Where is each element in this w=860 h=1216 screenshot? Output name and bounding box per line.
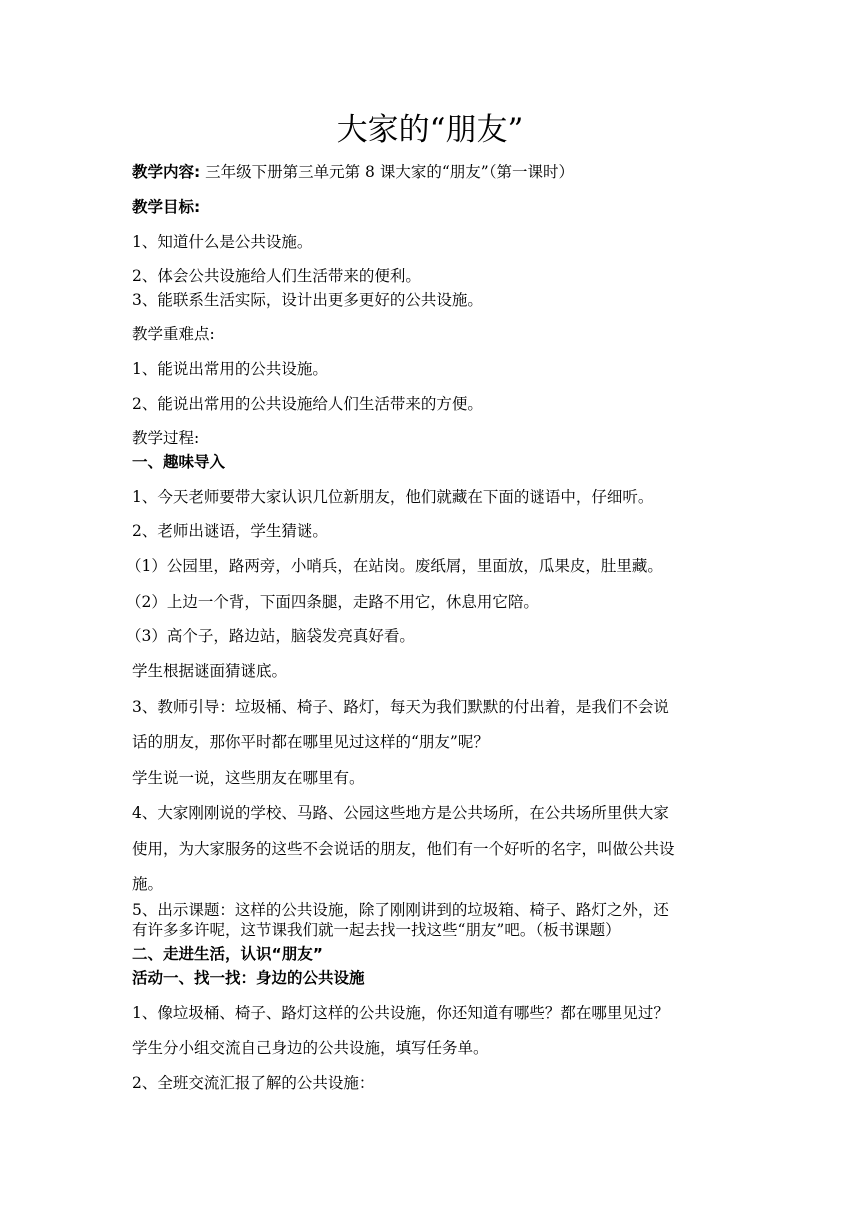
paragraph-line: 学生分小组交流自己身边的公共设施，填写任务单。 [132,1039,489,1057]
goals-label: 教学目标: [132,198,201,216]
paragraph-line: 学生说一说，这些朋友在哪里有。 [132,769,365,787]
riddle-line: （3）高个子，路边站，脑袋发亮真好看。 [126,627,415,645]
content-text: 三年级下册第三单元第 8 课大家的“朋友”（第一课时） [200,163,574,181]
process-label: 教学过程: [132,429,200,447]
content-label: 教学内容: [132,163,201,181]
paragraph-line: 5、出示课题：这样的公共设施，除了刚刚讲到的垃圾箱、椅子、路灯之外，还 [132,901,669,919]
activity-heading: 活动一、找一找：身边的公共设施 [132,969,365,987]
key-points-label: 教学重难点: [132,325,215,343]
goal-item: 3、能联系生活实际，设计出更多更好的公共设施。 [132,291,483,309]
key-point-item: 2、能说出常用的公共设施给人们生活带来的方便。 [132,395,483,413]
paragraph-line: 4、大家刚刚说的学校、马路、公园这些地方是公共场所，在公共场所里供大家 [132,804,669,822]
riddle-line: （2）上边一个背，下面四条腿，走路不用它，休息用它陪。 [126,593,539,611]
riddle-line: （1）公园里，路两旁，小哨兵，在站岗。废纸屑，里面放，瓜果皮，肚里藏。 [126,557,663,575]
paragraph-line: 2、全班交流汇报了解的公共设施： [132,1074,375,1092]
paragraph-line: 1、今天老师要带大家认识几位新朋友，他们就藏在下面的谜语中，仔细听。 [132,488,654,506]
paragraph-line: 使用，为大家服务的这些不会说话的朋友，他们有一个好听的名字，叫做公共设 [132,840,675,858]
paragraph-line: 话的朋友，那你平时都在哪里见过这样的“朋友”呢？ [132,733,489,751]
document-title: 大家的“朋友” [336,112,524,148]
paragraph-line: 3、教师引导：垃圾桶、椅子、路灯，每天为我们默默的付出着，是我们不会说 [132,698,669,716]
key-point-item: 1、能说出常用的公共设施。 [132,360,328,378]
goal-item: 1、知道什么是公共设施。 [132,233,313,251]
paragraph-line: 学生根据谜面猜谜底。 [132,662,288,680]
section-heading: 一、趣味导入 [132,453,226,471]
paragraph-line: 施。 [132,875,164,893]
content-line [132,162,574,182]
goal-item: 2、体会公共设施给人们生活带来的便利。 [132,267,421,285]
section-heading: 二、走进生活，认识“朋友” [132,945,323,963]
paragraph-line: 2、老师出谜语，学生猜谜。 [132,522,328,540]
paragraph-line: 1、像垃圾桶、椅子、路灯这样的公共设施，你还知道有哪些？都在哪里见过？ [132,1004,669,1022]
paragraph-line: 有许多多许呢，这节课我们就一起去找一找这些“朋友”吧。（板书课题） [132,921,621,939]
